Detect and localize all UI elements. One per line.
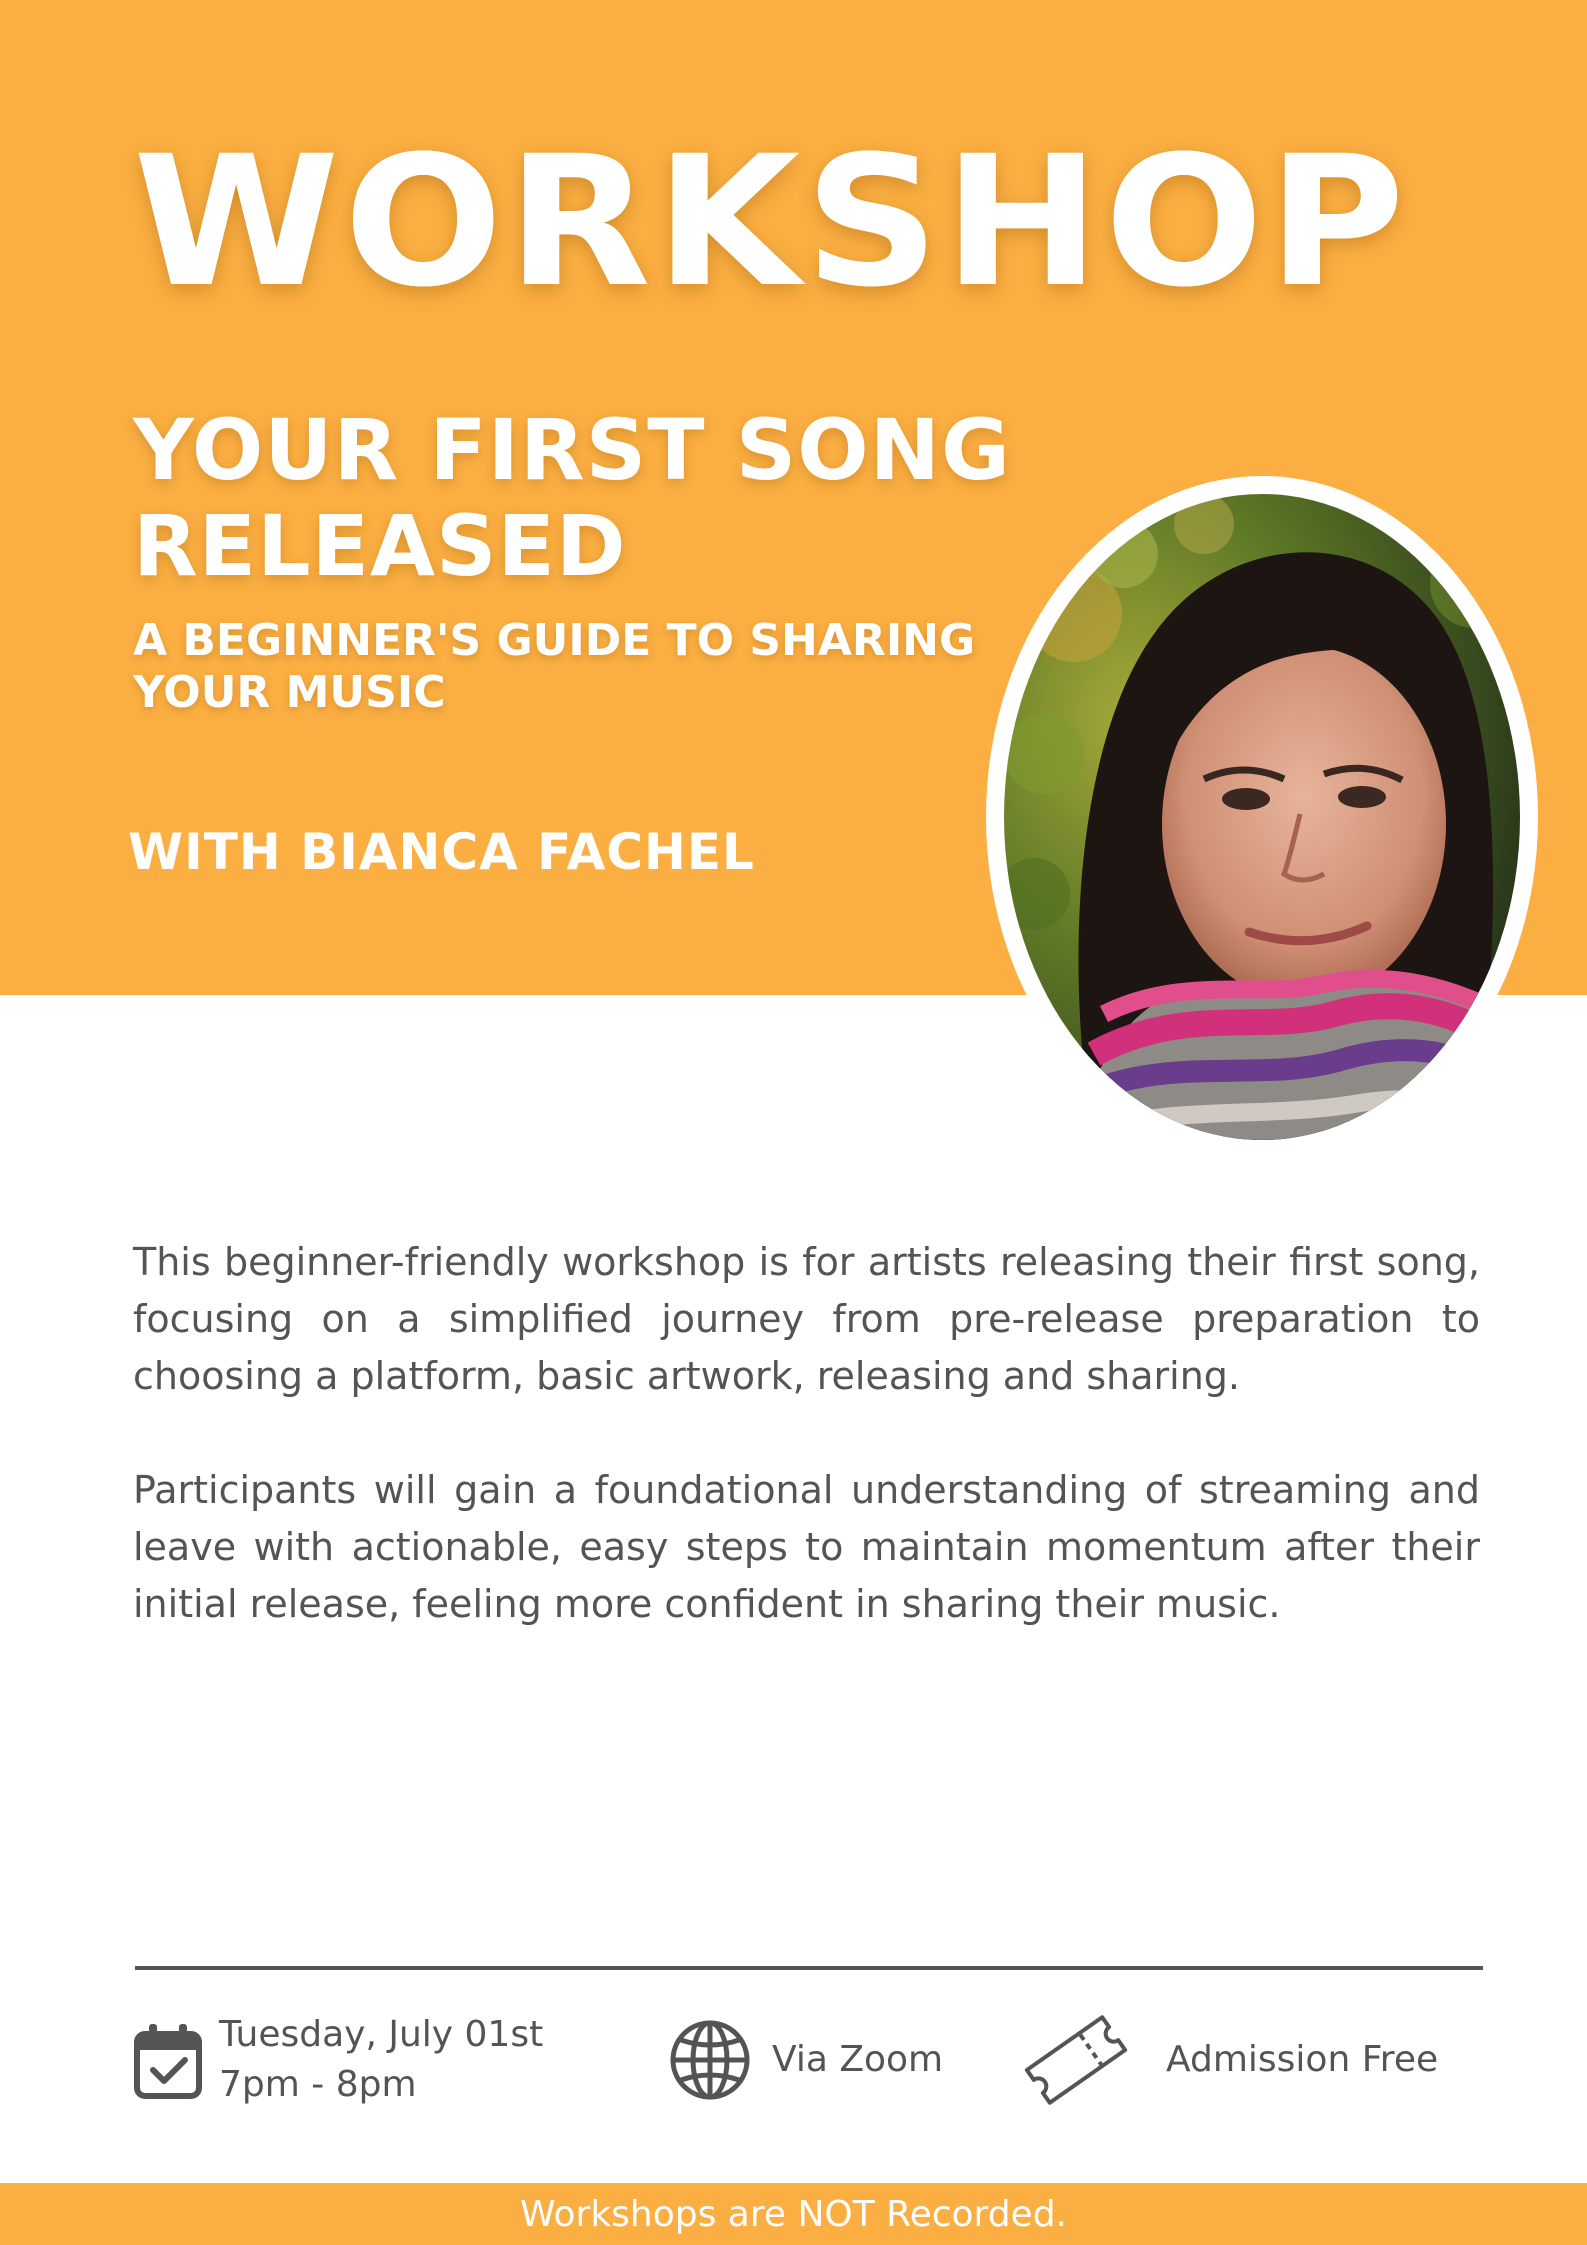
workshop-subtitle: YOUR FIRST SONG RELEASED	[133, 401, 1011, 595]
event-date: Tuesday, July 01st	[219, 2014, 544, 2055]
description-paragraph-2: Participants will gain a foundational understanding of streaming and leave with actionable, easy steps to maintain momentum after their initial release, feeling more confident in sharing their music.	[133, 1468, 1480, 1626]
description-paragraph-1: This beginner-friendly workshop is for artists releasing their first song, focusing on a simplified journey from pre-release preparation to choosing a platform, basic artwork, releasing and sharing.	[133, 1240, 1480, 1398]
workshop-description	[133, 1234, 1480, 1690]
presenter-photo	[1004, 494, 1520, 1140]
details-divider	[135, 1966, 1483, 1970]
page-title: WORKSHOP	[133, 118, 1409, 327]
date-time-detail	[133, 2000, 543, 2120]
footer-banner	[0, 2183, 1587, 2245]
workshop-tagline: A BEGINNER'S GUIDE TO SHARING YOUR MUSIC	[133, 615, 976, 718]
globe-icon	[668, 2018, 752, 2102]
event-location: Via Zoom	[772, 2039, 944, 2080]
admission-detail	[1018, 2000, 1438, 2120]
location-detail	[668, 2000, 943, 2120]
calendar-check-icon	[133, 2020, 203, 2100]
footer-note: Workshops are NOT Recorded.	[520, 2193, 1067, 2235]
presenter-name: WITH BIANCA FACHEL	[128, 823, 755, 881]
event-time: 7pm - 8pm	[219, 2064, 417, 2105]
ticket-icon	[1018, 2008, 1134, 2112]
event-admission: Admission Free	[1166, 2039, 1439, 2080]
